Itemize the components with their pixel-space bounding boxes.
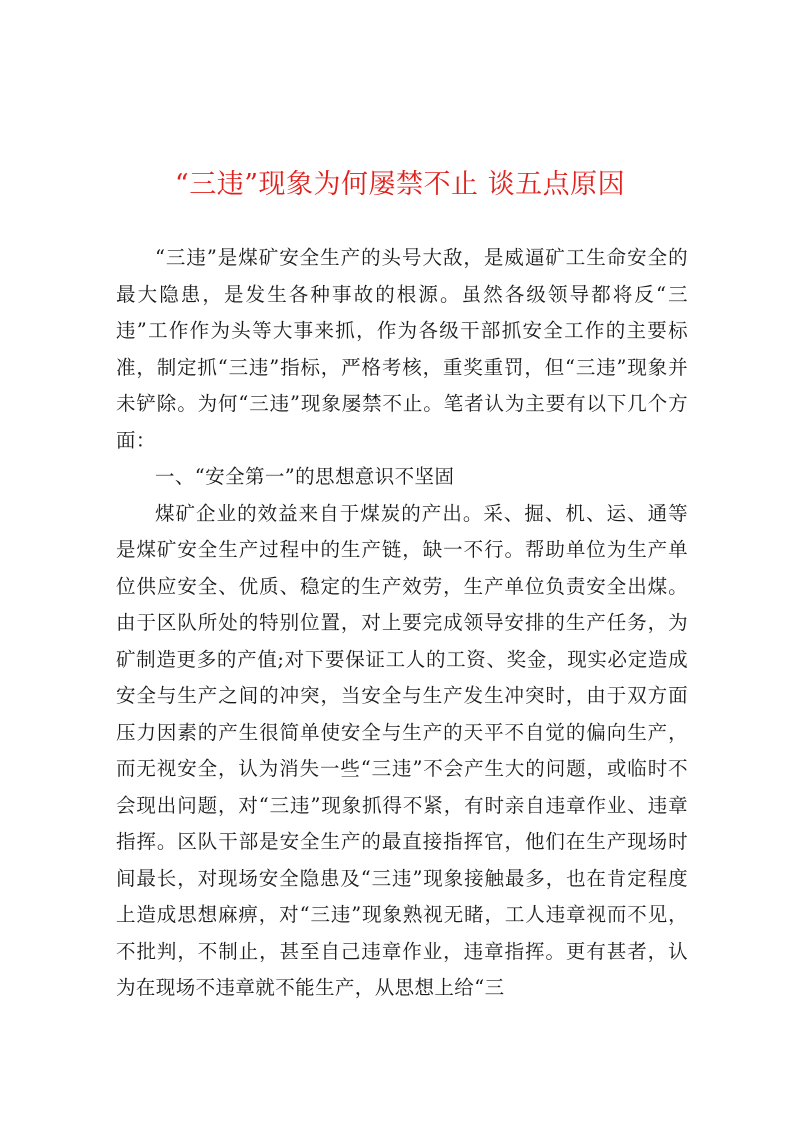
intro-paragraph: “三违”是煤矿安全生产的头号大敌，是威逼矿工生命安全的最大隐患，是发生各种事故的根源。虽然各级领导都将反“三违”工作作为头等大事来抓，作为各级干部抓安全工作的主要标准，制定抓“三违”指标，严格考核，重奖重罚，但“三违”现象并未铲除。为何“三违”现象屡禁不止。笔者认为主要有以下几个方面： (116, 246, 688, 452)
section-heading-1: 一、“安全第一”的思想意识不坚固 (155, 465, 455, 488)
document-body (116, 240, 688, 1007)
section-1-paragraph: 煤矿企业的效益来自于煤炭的产出。采、掘、机、运、通等是煤矿安全生产过程中的生产链，缺一不行。帮助单位为生产单位供应安全、优质、稳定的生产效劳，生产单位负责安全出煤。由于区队所处的特别位置，对上要完成领导安排的生产任务，为矿制造更多的产值;对下要保证工人的工资、奖金，现实必定造成安全与生产之间的冲突，当安全与生产发生冲突时，由于双方面压力因素的产生很简单使安全与生产的天平不自觉的偏向生产，而无视安全，认为消失一些“三违”不会产生大的问题，或临时不会现出问题，对“三违”现象抓得不紧，有时亲自违章作业、违章指挥。区队干部是安全生产的最直接指挥官，他们在生产现场时间最长，对现场安全隐患及“三违”现象接触最多，也在肯定程度上造成思想麻痹，对“三违”现象熟视无睹，工人违章视而不见，不批判，不制止，甚至自己违章作业，违章指挥。更有甚者，认为在现场不违章就不能生产，从思想上给“三 (116, 501, 688, 999)
document-title: “三违”现象为何屡禁不止 谈五点原因 (174, 169, 626, 200)
